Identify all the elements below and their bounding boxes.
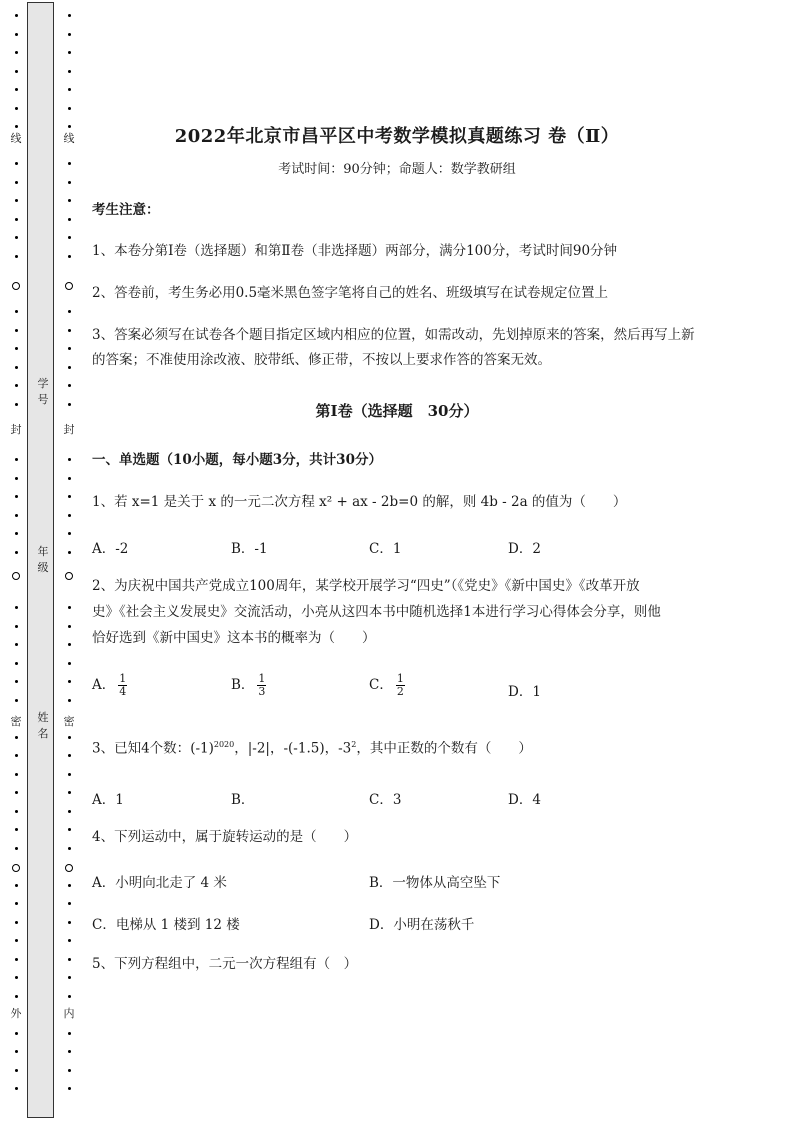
question-1-option-c: C．1 xyxy=(369,541,402,557)
binding-dot xyxy=(68,736,71,739)
binding-dot xyxy=(68,477,71,480)
binding-dot xyxy=(68,847,71,850)
binding-dot xyxy=(68,995,71,998)
binding-dot xyxy=(15,606,18,609)
fraction-c-den: 2 xyxy=(396,685,404,698)
binding-dot xyxy=(15,51,18,54)
page-title: 2022年北京市昌平区中考数学模拟真题练习 卷（Ⅱ） xyxy=(174,126,620,147)
binding-dot xyxy=(15,921,18,924)
binding-dot xyxy=(68,810,71,813)
binding-dot xyxy=(68,976,71,979)
question-3-middle: ，|-2|，-(-1.5)，-3 xyxy=(234,740,352,757)
binding-dot xyxy=(68,14,71,17)
binding-dot xyxy=(68,366,71,369)
binding-dot xyxy=(68,514,71,517)
question-3-prefix: 3、已知4个数： xyxy=(92,740,191,757)
notice-item-3-cont: 的答案；不准使用涂改液、胶带纸、修正带，不按以上要求作答的答案无效。 xyxy=(92,352,551,368)
binding-dot xyxy=(68,791,71,794)
binding-dot xyxy=(68,236,71,239)
option-b-prefix: B． xyxy=(231,677,255,693)
binding-dot xyxy=(15,236,18,239)
binding-dot xyxy=(15,995,18,998)
binding-dot xyxy=(15,218,18,221)
question-3-option-d: D．4 xyxy=(508,792,541,808)
binding-dot xyxy=(68,643,71,646)
label-name: 姓 名 xyxy=(37,711,49,740)
binding-dot xyxy=(68,1087,71,1090)
notice-item-1: 1、本卷分第Ⅰ卷（选择题）和第Ⅱ卷（非选择题）两部分，满分100分，考试时间90分钟 xyxy=(92,243,618,259)
binding-dot xyxy=(68,699,71,702)
binding-dot xyxy=(68,199,71,202)
notice-item-2: 2、答卷前，考生务必用0.5毫米黑色签字笔将自己的姓名、班级填写在试卷规定位置上 xyxy=(92,285,609,301)
question-4-stem: 4、下列运动中，属于旋转运动的是（ ） xyxy=(92,829,358,845)
fraction-a-den: 4 xyxy=(119,685,127,698)
binding-dot xyxy=(15,680,18,683)
option-c-prefix: C． xyxy=(369,677,393,693)
binding-dot xyxy=(68,384,71,387)
binding-dot xyxy=(15,791,18,794)
binding-dot xyxy=(68,107,71,110)
section-title: 第Ⅰ卷（选择题 30分） xyxy=(315,402,479,420)
question-5-stem: 5、下列方程组中，二元一次方程组有（ ） xyxy=(92,956,358,972)
binding-dot xyxy=(68,1069,71,1072)
part-title: 一、单选题（10小题，每小题3分，共计30分） xyxy=(92,452,382,468)
question-2-option-c xyxy=(369,673,405,698)
question-1-option-a: A．-2 xyxy=(92,541,129,557)
question-4-option-c: C．电梯从 1 楼到 12 楼 xyxy=(92,917,240,933)
inner-char: 密 xyxy=(63,715,75,728)
question-3-exp: 2020 xyxy=(213,740,235,749)
binding-dot xyxy=(15,643,18,646)
question-2-line-2: 史》《社会主义发展史》交流活动，小亮从这四本书中随机选择1本进行学习心得体会分享，则他 xyxy=(92,604,661,620)
question-4-option-a: A．小明向北走了 4 米 xyxy=(92,875,227,891)
inner-char: 封 xyxy=(63,423,75,436)
binding-dot xyxy=(15,181,18,184)
binding-dot xyxy=(15,884,18,887)
binding-dot xyxy=(15,384,18,387)
question-3-exp2: 2 xyxy=(351,740,357,749)
binding-dot xyxy=(68,662,71,665)
inner-char: 线 xyxy=(63,132,75,145)
question-1-option-d: D．2 xyxy=(508,541,541,557)
binding-dot xyxy=(15,107,18,110)
binding-dot xyxy=(15,329,18,332)
binding-dot xyxy=(68,458,71,461)
binding-dot xyxy=(68,958,71,961)
binding-dot xyxy=(15,828,18,831)
binding-dot xyxy=(15,939,18,942)
binding-dot xyxy=(15,495,18,498)
binding-dot xyxy=(15,33,18,36)
fraction-c-num: 1 xyxy=(396,672,404,685)
binding-dot xyxy=(15,810,18,813)
binding-dot xyxy=(15,1069,18,1072)
outer-circle-mark xyxy=(12,282,20,290)
binding-dot xyxy=(15,70,18,73)
fraction-b-den: 3 xyxy=(258,685,266,698)
binding-dot xyxy=(15,347,18,350)
inner-char: 内 xyxy=(63,1007,75,1020)
binding-dot xyxy=(68,551,71,554)
binding-dot xyxy=(68,921,71,924)
fraction-a-num: 1 xyxy=(119,672,127,685)
notice-heading: 考生注意： xyxy=(92,202,160,218)
fraction-c xyxy=(396,673,405,698)
question-3-base: (-1) xyxy=(190,740,214,757)
binding-dot xyxy=(15,847,18,850)
fraction-b xyxy=(257,673,266,698)
binding-dot xyxy=(68,495,71,498)
question-2-line-3: 恰好选到《新中国史》这本书的概率为（ ） xyxy=(92,630,376,646)
outer-char: 外 xyxy=(10,1007,22,1020)
binding-dot xyxy=(68,606,71,609)
binding-dot xyxy=(68,255,71,258)
option-a-prefix: A． xyxy=(92,677,116,693)
question-3-option-b: B． xyxy=(231,792,255,808)
binding-dot xyxy=(68,218,71,221)
binding-dot xyxy=(15,976,18,979)
exam-info: 考试时间：90分钟；命题人：数学教研组 xyxy=(278,162,516,177)
binding-dot xyxy=(15,477,18,480)
binding-dot xyxy=(68,329,71,332)
binding-dot xyxy=(15,366,18,369)
binding-dot xyxy=(68,828,71,831)
binding-dot xyxy=(15,902,18,905)
label-student-number: 学 号 xyxy=(37,377,49,406)
outer-char: 密 xyxy=(10,715,22,728)
binding-dot xyxy=(15,773,18,776)
outer-char: 线 xyxy=(10,132,22,145)
binding-dot xyxy=(15,514,18,517)
fraction-a xyxy=(118,673,127,698)
binding-dot xyxy=(15,1050,18,1053)
binding-dot xyxy=(68,1032,71,1035)
binding-dot xyxy=(15,310,18,313)
binding-dot xyxy=(68,70,71,73)
binding-dot xyxy=(68,88,71,91)
question-2-option-b xyxy=(231,673,266,698)
question-4-option-b: B．一物体从高空坠下 xyxy=(369,875,501,891)
binding-dot xyxy=(68,33,71,36)
binding-dot xyxy=(68,754,71,757)
question-2-line-1: 2、为庆祝中国共产党成立100周年，某学校开展学习“四史”（《党史》《新中国史》《改革开放 xyxy=(92,578,640,594)
binding-dot xyxy=(68,884,71,887)
binding-dot xyxy=(68,773,71,776)
question-3-suffix: ，其中正数的个数有（ ） xyxy=(356,740,532,757)
binding-dot xyxy=(68,680,71,683)
binding-dot xyxy=(68,347,71,350)
question-3-option-a: A．1 xyxy=(92,792,124,808)
binding-dot xyxy=(68,532,71,535)
inner-circle-mark xyxy=(65,282,73,290)
binding-dot xyxy=(68,1050,71,1053)
notice-item-3: 3、答案必须写在试卷各个题目指定区域内相应的位置，如需改动，先划掉原来的答案，然后再写上新 xyxy=(92,327,695,343)
binding-dot xyxy=(15,532,18,535)
outer-char: 封 xyxy=(10,423,22,436)
question-3-stem xyxy=(92,736,532,758)
binding-dot xyxy=(15,1032,18,1035)
binding-dot xyxy=(68,51,71,54)
binding-dot xyxy=(15,458,18,461)
question-1-stem: 1、若 x=1 是关于 x 的一元二次方程 x² + ax - 2b=0 的解，则 4b - 2a 的值为（ ） xyxy=(92,494,627,510)
binding-dot xyxy=(15,88,18,91)
inner-circle-mark xyxy=(65,572,73,580)
outer-circle-mark xyxy=(12,864,20,872)
binding-dot xyxy=(15,199,18,202)
fraction-b-num: 1 xyxy=(258,672,266,685)
binding-dot xyxy=(15,625,18,628)
binding-dot xyxy=(15,1087,18,1090)
binding-dot xyxy=(15,551,18,554)
binding-dot xyxy=(15,754,18,757)
binding-dot xyxy=(15,255,18,258)
question-1-option-b: B．-1 xyxy=(231,541,268,557)
question-3-option-c: C．3 xyxy=(369,792,402,808)
binding-dot xyxy=(68,310,71,313)
question-4-option-d: D．小明在荡秋千 xyxy=(369,917,475,933)
binding-dot xyxy=(15,699,18,702)
question-2-option-a xyxy=(92,673,127,698)
inner-circle-mark xyxy=(65,864,73,872)
binding-dot xyxy=(68,939,71,942)
binding-dot xyxy=(68,625,71,628)
binding-dot xyxy=(68,181,71,184)
binding-dot xyxy=(15,14,18,17)
binding-dot xyxy=(15,736,18,739)
binding-dot xyxy=(68,902,71,905)
outer-circle-mark xyxy=(12,572,20,580)
binding-dot xyxy=(15,662,18,665)
question-2-option-d: D．1 xyxy=(508,684,541,700)
label-grade: 年 级 xyxy=(37,545,49,574)
binding-dot xyxy=(15,958,18,961)
